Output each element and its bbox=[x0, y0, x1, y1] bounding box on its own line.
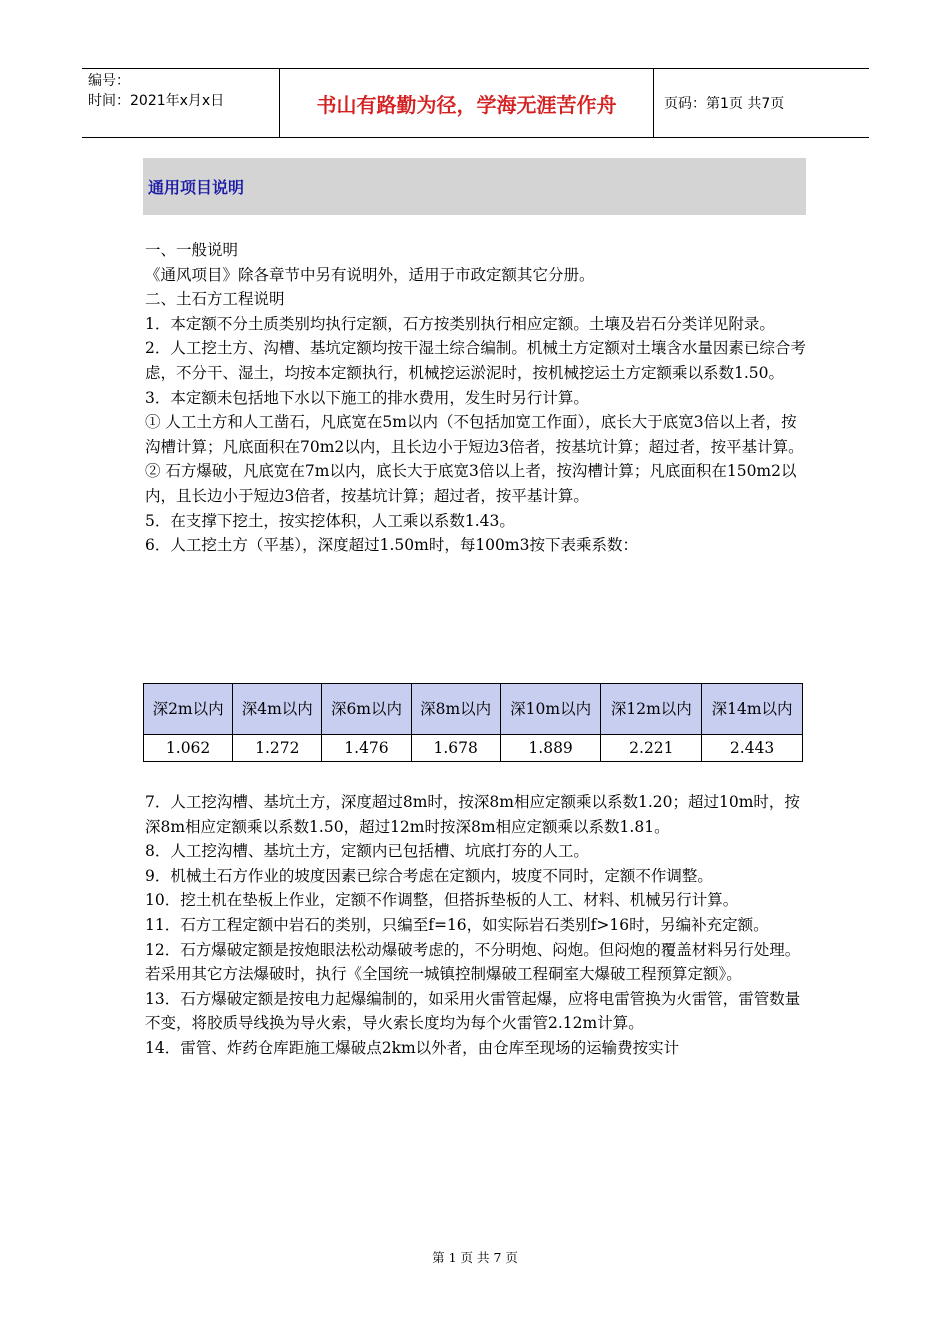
table-row bbox=[144, 735, 803, 762]
paragraph: 9．机械土石方作业的坡度因素已综合考虑在定额内，坡度不同时，定额不作调整。 bbox=[145, 866, 713, 885]
paragraph: 二、土石方工程说明 bbox=[145, 290, 285, 309]
header-page-label: 页码：第1页 共7页 bbox=[664, 96, 785, 112]
table-header-cell: 深4m以内 bbox=[233, 684, 322, 735]
table-header-cell: 深10m以内 bbox=[500, 684, 601, 735]
body-text-after bbox=[145, 790, 810, 1061]
paragraph: 3．本定额未包括地下水以下施工的排水费用，发生时另行计算。 bbox=[145, 388, 589, 407]
paragraph: 8．人工挖沟槽、基坑土方，定额内已包括槽、坑底打夯的人工。 bbox=[145, 842, 589, 861]
table-header-cell: 深2m以内 bbox=[144, 684, 233, 735]
paragraph: 10．挖土机在垫板上作业，定额不作调整，但搭拆垫板的人工、材料、机械另行计算。 bbox=[145, 891, 739, 910]
paragraph: 12．石方爆破定额是按炮眼法松动爆破考虑的，不分明炮、闷炮。但闷炮的覆盖材料另行处理。若采用其它方法爆破时，执行《全国统一城镇控制爆破工程硐室大爆破工程预算定额》。 bbox=[145, 940, 801, 984]
table-cell: 2.221 bbox=[601, 735, 702, 762]
table-header-cell: 深6m以内 bbox=[322, 684, 411, 735]
table-cell: 1.889 bbox=[500, 735, 601, 762]
paragraph: 11．石方工程定额中岩石的类别，只编至f=16，如实际岩石类别f>16时，另编补充定额。 bbox=[145, 915, 769, 934]
table-header-row bbox=[144, 684, 803, 735]
paragraph: ① 人工土方和人工凿石，凡底宽在5m以内（不包括加宽工作面），底长大于底宽3倍以上者，按沟槽计算；凡底面积在70m2以内，且长边小于短边3倍者，按基坑计算；超过者，按平基计算。 bbox=[145, 413, 804, 456]
paragraph: 一、一般说明 bbox=[145, 241, 239, 259]
number-label: 编号： bbox=[88, 73, 130, 89]
table-cell: 1.062 bbox=[144, 735, 233, 762]
paragraph: 1．本定额不分土质类别均执行定额，石方按类别执行相应定额。土壤及岩石分类详见附录。 bbox=[145, 314, 775, 333]
section-title-bar bbox=[143, 158, 806, 215]
section-title: 通用项目说明 bbox=[148, 178, 245, 197]
table-header-cell: 深14m以内 bbox=[702, 684, 803, 735]
paragraph: 5．在支撑下挖土，按实挖体积，人工乘以系数1.43。 bbox=[145, 511, 515, 530]
paragraph: 13．石方爆破定额是按电力起爆编制的，如采用火雷管起爆，应将电雷管换为火雷管，雷管数量不变，将胶质导线换为导火索，导火索长度均为每个火雷管2.12m计算。 bbox=[145, 989, 801, 1033]
table-cell: 2.443 bbox=[702, 735, 803, 762]
depth-coefficient-table bbox=[143, 683, 803, 762]
paragraph: 6．人工挖土方（平基），深度超过1.50m时，每100m3按下表乘系数： bbox=[145, 536, 638, 555]
table-cell: 1.678 bbox=[411, 735, 500, 762]
table-cell: 1.476 bbox=[322, 735, 411, 762]
table-header-cell: 深12m以内 bbox=[601, 684, 702, 735]
page-footer: 第 1 页 共 7 页 bbox=[432, 1250, 518, 1265]
header-motto: 书山有路勤为径，学海无涯苦作舟 bbox=[280, 69, 654, 137]
table-header-cell: 深8m以内 bbox=[411, 684, 500, 735]
paragraph: 《通风项目》除各章节中另有说明外，适用于市政定额其它分册。 bbox=[145, 265, 595, 284]
paragraph: 14．雷管、炸药仓库距施工爆破点2km以外者，由仓库至现场的运输费按实计 bbox=[145, 1038, 680, 1057]
page-header bbox=[82, 68, 869, 138]
table-cell: 1.272 bbox=[233, 735, 322, 762]
paragraph: 2．人工挖土方、沟槽、基坑定额均按干湿土综合编制。机械土方定额对土壤含水量因素已综合考虑，不分干、湿土，均按本定额执行，机械挖运淤泥时，按机械挖运土方定额乘以系数1.50。 bbox=[145, 339, 806, 382]
paragraph: 7．人工挖沟槽、基坑土方，深度超过8m时，按深8m相应定额乘以系数1.20；超过10m时，按深8m相应定额乘以系数1.50，超过12m时按深8m相应定额乘以系数1.81。 bbox=[145, 793, 800, 836]
time-label: 时间：2021年x月x日 bbox=[88, 93, 225, 109]
paragraph: ② 石方爆破，凡底宽在7m以内，底长大于底宽3倍以上者，按沟槽计算；凡底面积在150m2以内，且长边小于短边3倍者，按基坑计算；超过者，按平基计算。 bbox=[145, 462, 797, 505]
body-text-before bbox=[145, 238, 810, 558]
header-meta bbox=[82, 69, 280, 137]
